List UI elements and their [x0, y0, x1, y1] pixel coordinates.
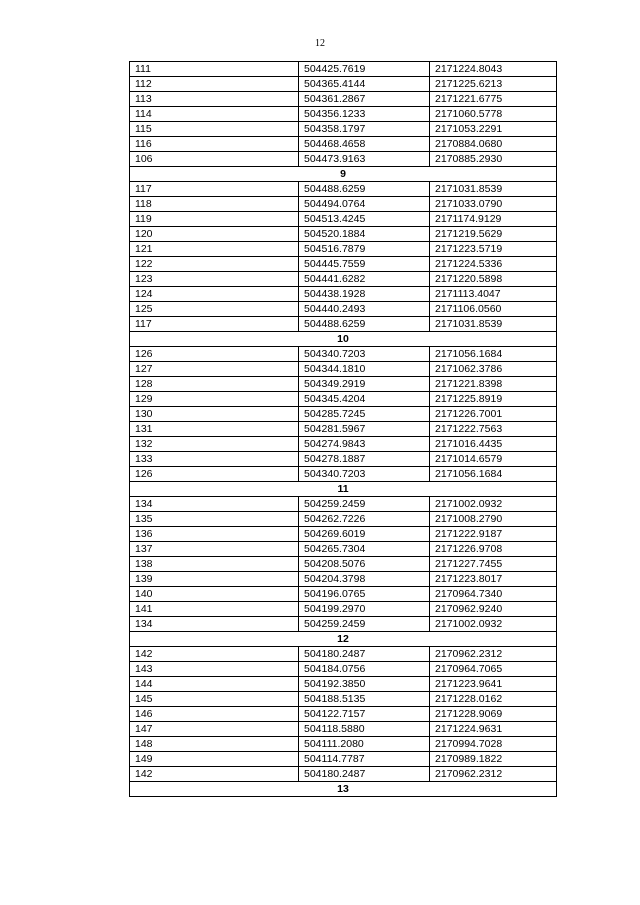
y-coordinate-cell: 2170964.7065 [430, 662, 557, 677]
y-coordinate-cell: 2171228.9069 [430, 707, 557, 722]
point-number-cell: 142 [130, 767, 299, 782]
point-number-cell: 136 [130, 527, 299, 542]
group-header-row [130, 782, 557, 797]
y-coordinate-cell: 2171060.5778 [430, 107, 557, 122]
table-row [130, 362, 557, 377]
x-coordinate-cell: 504345.4204 [299, 392, 430, 407]
x-coordinate-cell: 504281.5967 [299, 422, 430, 437]
y-coordinate-cell: 2171016.4435 [430, 437, 557, 452]
point-number-cell: 120 [130, 227, 299, 242]
group-header-row [130, 332, 557, 347]
point-number-cell: 145 [130, 692, 299, 707]
table-row [130, 497, 557, 512]
x-coordinate-cell: 504259.2459 [299, 497, 430, 512]
point-number-cell: 143 [130, 662, 299, 677]
table-row [130, 392, 557, 407]
y-coordinate-cell: 2171008.2790 [430, 512, 557, 527]
table-row [130, 92, 557, 107]
y-coordinate-cell: 2170989.1822 [430, 752, 557, 767]
table-row [130, 512, 557, 527]
y-coordinate-cell: 2171220.5898 [430, 272, 557, 287]
y-coordinate-cell: 2171224.5336 [430, 257, 557, 272]
table-row [130, 572, 557, 587]
x-coordinate-cell: 504285.7245 [299, 407, 430, 422]
x-coordinate-cell: 504184.0756 [299, 662, 430, 677]
point-number-cell: 126 [130, 347, 299, 362]
y-coordinate-cell: 2171002.0932 [430, 617, 557, 632]
x-coordinate-cell: 504356.1233 [299, 107, 430, 122]
table-row [130, 242, 557, 257]
x-coordinate-cell: 504361.2867 [299, 92, 430, 107]
x-coordinate-cell: 504438.1928 [299, 287, 430, 302]
group-label: 12 [130, 632, 557, 647]
x-coordinate-cell: 504111.2080 [299, 737, 430, 752]
point-number-cell: 106 [130, 152, 299, 167]
y-coordinate-cell: 2171223.5719 [430, 242, 557, 257]
y-coordinate-cell: 2171226.7001 [430, 407, 557, 422]
y-coordinate-cell: 2171222.7563 [430, 422, 557, 437]
x-coordinate-cell: 504340.7203 [299, 467, 430, 482]
x-coordinate-cell: 504192.3850 [299, 677, 430, 692]
y-coordinate-cell: 2170884.0680 [430, 137, 557, 152]
point-number-cell: 139 [130, 572, 299, 587]
y-coordinate-cell: 2170885.2930 [430, 152, 557, 167]
x-coordinate-cell: 504269.6019 [299, 527, 430, 542]
table-row [130, 722, 557, 737]
point-number-cell: 129 [130, 392, 299, 407]
table-row [130, 407, 557, 422]
y-coordinate-cell: 2171225.8919 [430, 392, 557, 407]
point-number-cell: 115 [130, 122, 299, 137]
table-row [130, 752, 557, 767]
table-row [130, 602, 557, 617]
point-number-cell: 134 [130, 497, 299, 512]
table-row [130, 227, 557, 242]
y-coordinate-cell: 2171221.8398 [430, 377, 557, 392]
table-row [130, 707, 557, 722]
y-coordinate-cell: 2171033.0790 [430, 197, 557, 212]
y-coordinate-cell: 2171056.1684 [430, 347, 557, 362]
x-coordinate-cell: 504513.4245 [299, 212, 430, 227]
point-number-cell: 146 [130, 707, 299, 722]
x-coordinate-cell: 504199.2970 [299, 602, 430, 617]
y-coordinate-cell: 2170964.7340 [430, 587, 557, 602]
x-coordinate-cell: 504358.1797 [299, 122, 430, 137]
y-coordinate-cell: 2171224.8043 [430, 62, 557, 77]
x-coordinate-cell: 504114.7787 [299, 752, 430, 767]
table-row [130, 467, 557, 482]
point-number-cell: 117 [130, 182, 299, 197]
table-row [130, 107, 557, 122]
point-number-cell: 127 [130, 362, 299, 377]
point-number-cell: 116 [130, 137, 299, 152]
x-coordinate-cell: 504365.4144 [299, 77, 430, 92]
y-coordinate-cell: 2171053.2291 [430, 122, 557, 137]
group-header-row [130, 482, 557, 497]
x-coordinate-cell: 504118.5880 [299, 722, 430, 737]
y-coordinate-cell: 2170962.9240 [430, 602, 557, 617]
table-row [130, 212, 557, 227]
y-coordinate-cell: 2170994.7028 [430, 737, 557, 752]
point-number-cell: 149 [130, 752, 299, 767]
point-number-cell: 126 [130, 467, 299, 482]
y-coordinate-cell: 2171113.4047 [430, 287, 557, 302]
point-number-cell: 117 [130, 317, 299, 332]
coordinates-table [129, 61, 557, 797]
point-number-cell: 135 [130, 512, 299, 527]
x-coordinate-cell: 504265.7304 [299, 542, 430, 557]
table-row [130, 62, 557, 77]
table-row [130, 587, 557, 602]
table-row [130, 662, 557, 677]
coordinates-table-body [130, 62, 557, 797]
table-row [130, 182, 557, 197]
table-row [130, 77, 557, 92]
table-row [130, 677, 557, 692]
x-coordinate-cell: 504196.0765 [299, 587, 430, 602]
point-number-cell: 125 [130, 302, 299, 317]
x-coordinate-cell: 504473.9163 [299, 152, 430, 167]
group-header-row [130, 632, 557, 647]
point-number-cell: 119 [130, 212, 299, 227]
table-row [130, 767, 557, 782]
table-row [130, 737, 557, 752]
point-number-cell: 148 [130, 737, 299, 752]
table-row [130, 347, 557, 362]
x-coordinate-cell: 504425.7619 [299, 62, 430, 77]
point-number-cell: 134 [130, 617, 299, 632]
point-number-cell: 133 [130, 452, 299, 467]
x-coordinate-cell: 504349.2919 [299, 377, 430, 392]
table-row [130, 452, 557, 467]
x-coordinate-cell: 504180.2487 [299, 767, 430, 782]
x-coordinate-cell: 504259.2459 [299, 617, 430, 632]
table-row [130, 422, 557, 437]
y-coordinate-cell: 2170962.2312 [430, 767, 557, 782]
group-label: 13 [130, 782, 557, 797]
point-number-cell: 114 [130, 107, 299, 122]
y-coordinate-cell: 2171225.6213 [430, 77, 557, 92]
point-number-cell: 124 [130, 287, 299, 302]
x-coordinate-cell: 504278.1887 [299, 452, 430, 467]
x-coordinate-cell: 504494.0764 [299, 197, 430, 212]
y-coordinate-cell: 2171062.3786 [430, 362, 557, 377]
table-row [130, 542, 557, 557]
table-row [130, 122, 557, 137]
x-coordinate-cell: 504440.2493 [299, 302, 430, 317]
y-coordinate-cell: 2171014.6579 [430, 452, 557, 467]
y-coordinate-cell: 2171031.8539 [430, 182, 557, 197]
point-number-cell: 137 [130, 542, 299, 557]
x-coordinate-cell: 504208.5076 [299, 557, 430, 572]
point-number-cell: 118 [130, 197, 299, 212]
point-number-cell: 144 [130, 677, 299, 692]
table-row [130, 527, 557, 542]
table-row [130, 557, 557, 572]
page-number: 12 [315, 38, 325, 49]
x-coordinate-cell: 504122.7157 [299, 707, 430, 722]
table-row [130, 377, 557, 392]
group-header-row [130, 167, 557, 182]
point-number-cell: 141 [130, 602, 299, 617]
x-coordinate-cell: 504274.9843 [299, 437, 430, 452]
table-row [130, 137, 557, 152]
x-coordinate-cell: 504488.6259 [299, 317, 430, 332]
x-coordinate-cell: 504488.6259 [299, 182, 430, 197]
group-label: 10 [130, 332, 557, 347]
point-number-cell: 111 [130, 62, 299, 77]
y-coordinate-cell: 2171224.9631 [430, 722, 557, 737]
table-row [130, 197, 557, 212]
table-row [130, 152, 557, 167]
point-number-cell: 132 [130, 437, 299, 452]
y-coordinate-cell: 2171227.7455 [430, 557, 557, 572]
y-coordinate-cell: 2171226.9708 [430, 542, 557, 557]
y-coordinate-cell: 2171174.9129 [430, 212, 557, 227]
point-number-cell: 112 [130, 77, 299, 92]
y-coordinate-cell: 2171031.8539 [430, 317, 557, 332]
point-number-cell: 122 [130, 257, 299, 272]
point-number-cell: 130 [130, 407, 299, 422]
table-row [130, 257, 557, 272]
table-row [130, 647, 557, 662]
y-coordinate-cell: 2171222.9187 [430, 527, 557, 542]
y-coordinate-cell: 2171056.1684 [430, 467, 557, 482]
table-row [130, 272, 557, 287]
point-number-cell: 147 [130, 722, 299, 737]
table-row [130, 287, 557, 302]
y-coordinate-cell: 2171221.6775 [430, 92, 557, 107]
table-row [130, 302, 557, 317]
point-number-cell: 123 [130, 272, 299, 287]
group-label: 9 [130, 167, 557, 182]
x-coordinate-cell: 504520.1884 [299, 227, 430, 242]
y-coordinate-cell: 2170962.2312 [430, 647, 557, 662]
point-number-cell: 142 [130, 647, 299, 662]
point-number-cell: 131 [130, 422, 299, 437]
table-row [130, 617, 557, 632]
x-coordinate-cell: 504445.7559 [299, 257, 430, 272]
y-coordinate-cell: 2171219.5629 [430, 227, 557, 242]
x-coordinate-cell: 504262.7226 [299, 512, 430, 527]
x-coordinate-cell: 504516.7879 [299, 242, 430, 257]
x-coordinate-cell: 504188.5135 [299, 692, 430, 707]
y-coordinate-cell: 2171223.8017 [430, 572, 557, 587]
point-number-cell: 121 [130, 242, 299, 257]
y-coordinate-cell: 2171002.0932 [430, 497, 557, 512]
y-coordinate-cell: 2171223.9641 [430, 677, 557, 692]
x-coordinate-cell: 504344.1810 [299, 362, 430, 377]
x-coordinate-cell: 504340.7203 [299, 347, 430, 362]
point-number-cell: 128 [130, 377, 299, 392]
table-row [130, 437, 557, 452]
point-number-cell: 138 [130, 557, 299, 572]
group-label: 11 [130, 482, 557, 497]
x-coordinate-cell: 504180.2487 [299, 647, 430, 662]
y-coordinate-cell: 2171106.0560 [430, 302, 557, 317]
y-coordinate-cell: 2171228.0162 [430, 692, 557, 707]
x-coordinate-cell: 504204.3798 [299, 572, 430, 587]
point-number-cell: 140 [130, 587, 299, 602]
point-number-cell: 113 [130, 92, 299, 107]
table-row [130, 692, 557, 707]
x-coordinate-cell: 504468.4658 [299, 137, 430, 152]
x-coordinate-cell: 504441.6282 [299, 272, 430, 287]
table-row [130, 317, 557, 332]
